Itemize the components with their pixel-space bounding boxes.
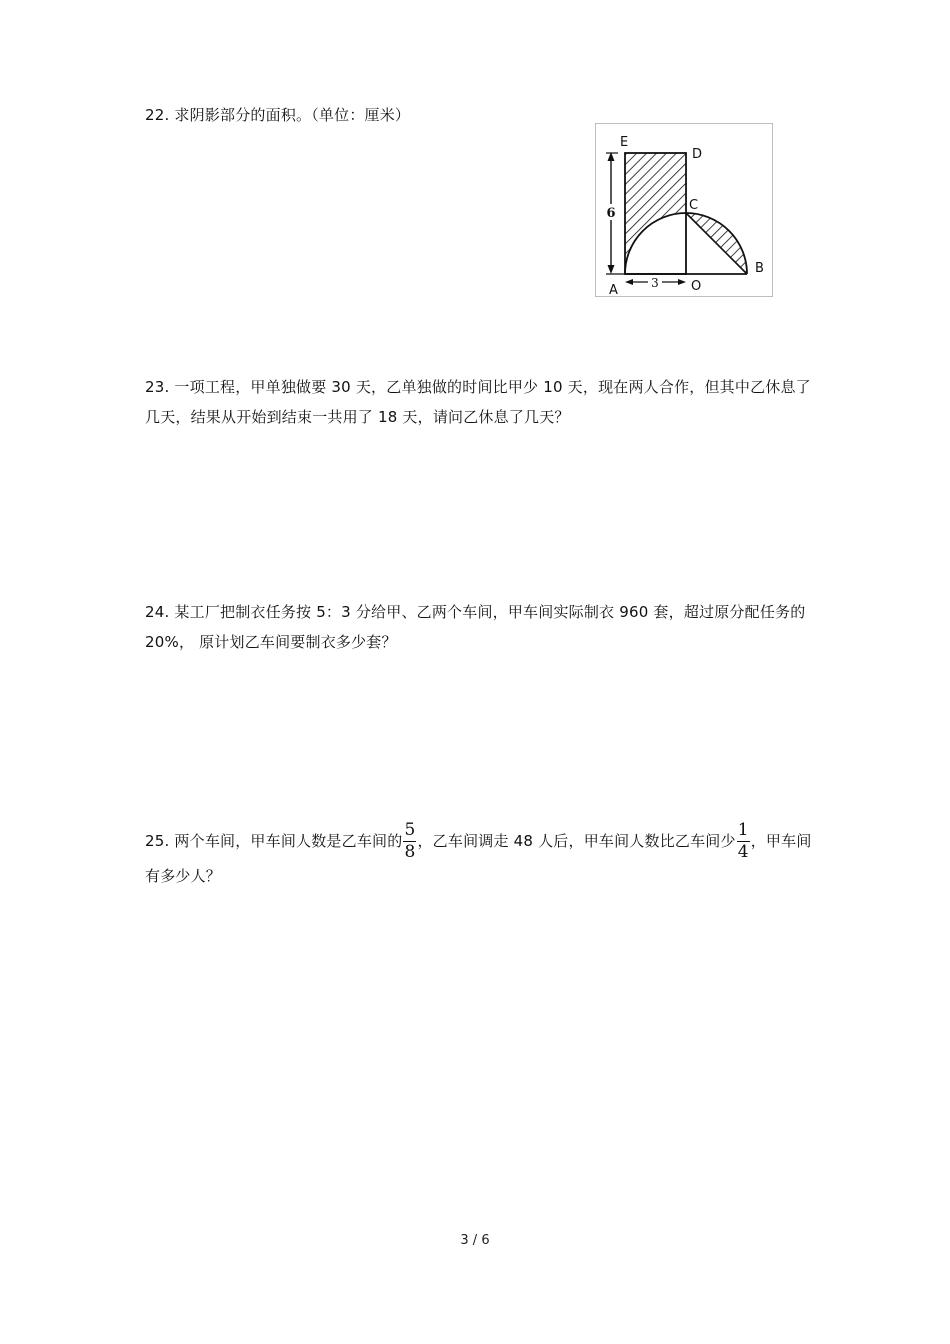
height-dimension-label: 6 bbox=[606, 206, 616, 221]
label-A: A bbox=[609, 283, 618, 298]
question-24-text: 24. 某工厂把制衣任务按 5：3 分给甲、乙两个车间，甲车间实际制衣 960 套，超过原分配任务的 20%， 原计划乙车间要制衣多少套？ bbox=[145, 603, 806, 651]
fraction-denominator: 8 bbox=[404, 842, 416, 862]
label-O: O bbox=[691, 279, 702, 294]
question-25-text-part1: 25. 两个车间，甲车间人数是乙车间的 bbox=[145, 832, 403, 850]
question-22-text: 22. 求阴影部分的面积。（单位：厘米） bbox=[145, 106, 411, 124]
label-C: C bbox=[689, 198, 699, 213]
label-E: E bbox=[620, 135, 629, 150]
fraction-five-eighths bbox=[403, 821, 416, 862]
height-arrow-down bbox=[608, 265, 615, 274]
base-arrow-right bbox=[678, 279, 686, 285]
question-25 bbox=[145, 821, 815, 890]
fraction-one-quarter bbox=[737, 821, 750, 862]
question-25-text-part2: ，乙车间调走 48 人后，甲车间人数比乙车间少 bbox=[417, 832, 736, 850]
question-23-text: 23. 一项工程，甲单独做要 30 天，乙单独做的时间比甲少 10 天，现在两人合作，但其中乙休息了几天，结果从开始到结束一共用了 18 天，请问乙休息了几天？ bbox=[145, 378, 811, 426]
base-dimension-label: 3 bbox=[651, 276, 659, 290]
geometry-figure bbox=[595, 123, 773, 297]
fraction-denominator: 4 bbox=[737, 842, 749, 862]
label-B: B bbox=[755, 261, 764, 276]
question-23 bbox=[145, 372, 815, 432]
geometry-diagram bbox=[596, 124, 774, 298]
base-arrow-left bbox=[625, 279, 633, 285]
question-24 bbox=[145, 597, 815, 657]
page-number: 3 / 6 bbox=[460, 1233, 490, 1248]
label-D: D bbox=[692, 147, 703, 162]
fraction-numerator: 1 bbox=[737, 820, 749, 840]
fraction-numerator: 5 bbox=[404, 820, 416, 840]
question-25-text-part3: ，甲车间有多少人？ bbox=[145, 832, 812, 885]
